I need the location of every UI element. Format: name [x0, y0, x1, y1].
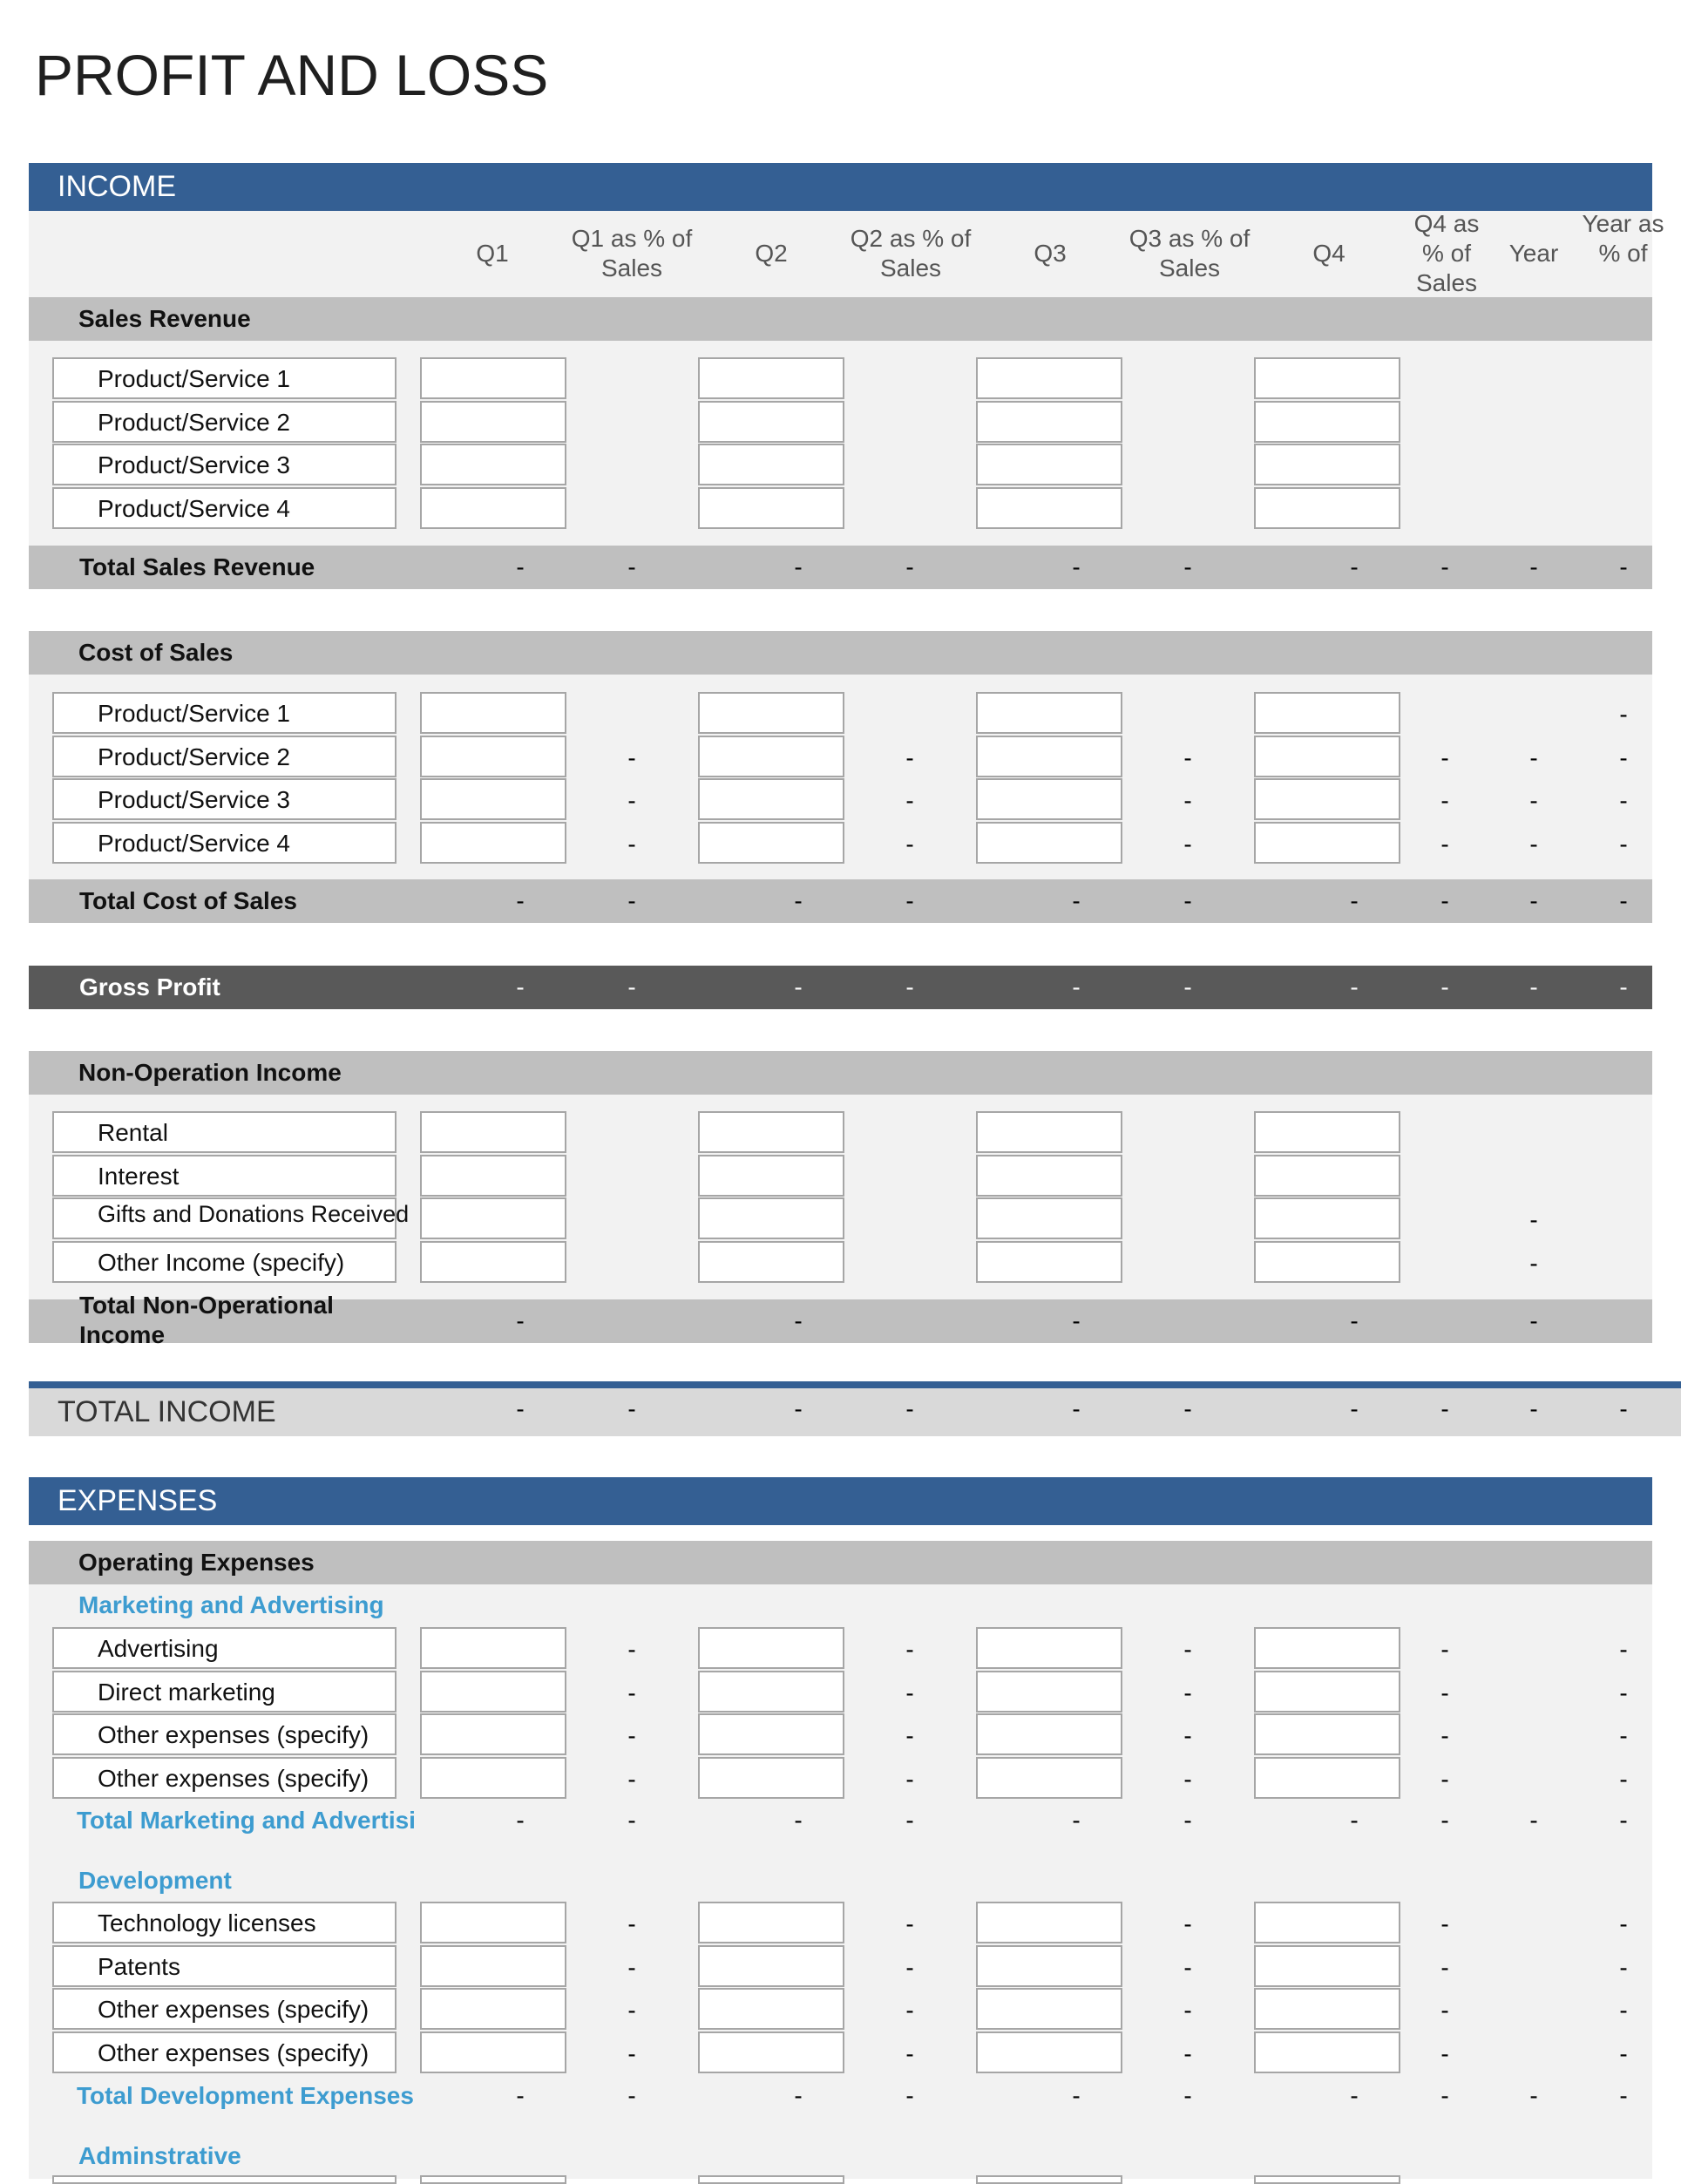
total-sales-dash-q4: -	[1350, 553, 1359, 580]
sales-label-4: Product/Service 4	[52, 487, 397, 529]
nonop-dash-y-row3: -	[1529, 1206, 1538, 1233]
total-income-dash-p1: -	[627, 1395, 636, 1422]
dev-dash-p3-row4: -	[1183, 2039, 1192, 2067]
sales-input-q2-row4[interactable]	[698, 487, 844, 529]
mkt-dash-p2-row1: -	[905, 1636, 914, 1663]
dev-dash-yp-row1: -	[1619, 1910, 1628, 1937]
mkt-input-q4-row2[interactable]	[1254, 1671, 1400, 1713]
cos-dash-p1-row3: -	[627, 787, 636, 814]
mkt-input-q2-row2[interactable]	[698, 1671, 844, 1713]
mkt-dash-yp-row4: -	[1619, 1765, 1628, 1793]
cos-dash-p3-row4: -	[1183, 830, 1192, 858]
sales-input-q4-row2[interactable]	[1254, 401, 1400, 443]
cos-input-q4-row3[interactable]	[1254, 778, 1400, 820]
dev-dash-p2-row3: -	[905, 1997, 914, 2024]
dev-input-q4-row4[interactable]	[1254, 2031, 1400, 2073]
total-development-dash-q3: -	[1072, 2082, 1081, 2109]
dev-input-q1-row1[interactable]	[420, 1902, 566, 1943]
total-marketing-dash-p2: -	[905, 1807, 914, 1834]
total-marketing-dash-p4: -	[1440, 1807, 1449, 1834]
cos-input-q3-row2[interactable]	[976, 736, 1122, 777]
mkt-input-q1-row1[interactable]	[420, 1627, 566, 1669]
cos-label-3: Product/Service 3	[52, 778, 397, 820]
total-income-dash-y: -	[1529, 1395, 1538, 1422]
total-cos-dash-p4: -	[1440, 887, 1449, 914]
mkt-input-q1-row2[interactable]	[420, 1671, 566, 1713]
cos-dash-p4-row3: -	[1440, 787, 1449, 814]
total-nonop-dash-q1: -	[516, 1307, 525, 1334]
total-nonop-dash-q4: -	[1350, 1307, 1359, 1334]
mkt-input-q1-row3[interactable]	[420, 1713, 566, 1755]
gross-profit-dash-p4: -	[1440, 973, 1449, 1000]
dev-input-q1-row2[interactable]	[420, 1945, 566, 1987]
cos-input-q2-row4[interactable]	[698, 822, 844, 864]
cos-dash-p3-row3: -	[1183, 787, 1192, 814]
cos-input-q3-row4[interactable]	[976, 822, 1122, 864]
sales-input-q2-row3[interactable]	[698, 444, 844, 485]
mkt-dash-p2-row3: -	[905, 1722, 914, 1749]
dev-input-q3-row3[interactable]	[976, 1988, 1122, 2030]
dev-input-q4-row2[interactable]	[1254, 1945, 1400, 1987]
total-cos-dash-q3: -	[1072, 887, 1081, 914]
cos-input-q1-row2[interactable]	[420, 736, 566, 777]
nonop-label-1: Rental	[52, 1111, 397, 1153]
mkt-dash-p4-row1: -	[1440, 1636, 1449, 1663]
total-cos-dash-p2: -	[905, 887, 914, 914]
operating-expenses-heading: Operating Expenses	[29, 1541, 1652, 1584]
dev-dash-p3-row2: -	[1183, 1953, 1192, 1981]
total-development-dash-p2: -	[905, 2082, 914, 2109]
col-q2: Q2	[755, 240, 788, 267]
cos-input-q1-row3[interactable]	[420, 778, 566, 820]
cos-input-q3-row3[interactable]	[976, 778, 1122, 820]
nonop-input-q2-row1[interactable]	[698, 1111, 844, 1153]
nonop-label-2: Interest	[52, 1155, 397, 1197]
total-sales-dash-q3: -	[1072, 553, 1081, 580]
sales-input-q1-row4[interactable]	[420, 487, 566, 529]
mkt-dash-p2-row4: -	[905, 1765, 914, 1793]
total-development-dash-q4: -	[1350, 2082, 1359, 2109]
mkt-dash-p1-row4: -	[627, 1765, 636, 1793]
sales-input-q3-row4[interactable]	[976, 487, 1122, 529]
cos-input-q4-row1[interactable]	[1254, 692, 1400, 734]
total-marketing-dash-q4: -	[1350, 1807, 1359, 1834]
mkt-dash-p3-row4: -	[1183, 1765, 1192, 1793]
total-marketing-label: Total Marketing and Advertisi	[77, 1807, 416, 1834]
mkt-input-q3-row3[interactable]	[976, 1713, 1122, 1755]
mkt-dash-p1-row1: -	[627, 1636, 636, 1663]
dev-dash-p1-row1: -	[627, 1910, 636, 1937]
sales-input-q1-row1[interactable]	[420, 357, 566, 399]
cos-dash-p2-row4: -	[905, 830, 914, 858]
dev-input-q3-row2[interactable]	[976, 1945, 1122, 1987]
nonop-input-q4-row3[interactable]	[1254, 1197, 1400, 1239]
total-non-operational-row	[29, 1292, 1652, 1348]
nonop-input-q1-row3[interactable]	[420, 1197, 566, 1239]
total-development-dash-q1: -	[516, 2082, 525, 2109]
nonop-input-q2-row2[interactable]	[698, 1155, 844, 1197]
cos-dash-p2-row2: -	[905, 743, 914, 771]
col-year: Year	[1508, 240, 1559, 267]
dev-label-2: Patents	[52, 1945, 397, 1987]
cos-dash-yp-row4: -	[1619, 830, 1628, 858]
sales-input-q1-row3[interactable]	[420, 444, 566, 485]
sales-input-q3-row1[interactable]	[976, 357, 1122, 399]
sales-input-q2-row2[interactable]	[698, 401, 844, 443]
total-development-dash-p1: -	[627, 2082, 636, 2109]
sales-revenue-heading: Sales Revenue	[29, 297, 1652, 341]
cos-dash-p1-row4: -	[627, 830, 636, 858]
expenses-band: EXPENSES	[29, 1477, 1652, 1525]
cos-dash-p1-row2: -	[627, 743, 636, 771]
cos-dash-p4-row2: -	[1440, 743, 1449, 771]
nonop-input-q1-row4[interactable]	[420, 1241, 566, 1283]
nonop-label-4: Other Income (specify)	[52, 1241, 397, 1283]
dev-input-q3-row4[interactable]	[976, 2031, 1122, 2073]
total-sales-revenue-row: Total Sales Revenue	[29, 546, 1652, 589]
nonop-input-q2-row4[interactable]	[698, 1241, 844, 1283]
total-cost-of-sales-row: Total Cost of Sales	[29, 879, 1652, 923]
dev-dash-p3-row1: -	[1183, 1910, 1192, 1937]
total-development-label: Total Development Expenses	[77, 2082, 414, 2109]
sales-input-q1-row2[interactable]	[420, 401, 566, 443]
mkt-dash-p1-row2: -	[627, 1679, 636, 1706]
total-marketing-dash-q2: -	[794, 1807, 803, 1834]
development-heading: Development	[78, 1867, 232, 1894]
mkt-dash-p3-row1: -	[1183, 1636, 1192, 1663]
cos-label-1: Product/Service 1	[52, 692, 397, 734]
dev-input-q1-row4[interactable]	[420, 2031, 566, 2073]
adm-input-q1[interactable]	[420, 2175, 566, 2184]
dev-dash-yp-row3: -	[1619, 1997, 1628, 2024]
dev-input-q2-row4[interactable]	[698, 2031, 844, 2073]
mkt-dash-yp-row1: -	[1619, 1636, 1628, 1663]
cos-input-q2-row3[interactable]	[698, 778, 844, 820]
dev-dash-yp-row2: -	[1619, 1953, 1628, 1981]
cos-dash-y-row4: -	[1529, 830, 1538, 858]
cos-dash-yp-row2: -	[1619, 743, 1628, 771]
total-cos-dash-q2: -	[794, 887, 803, 914]
gross-profit-dash-q2: -	[794, 973, 803, 1000]
gross-profit-dash-q4: -	[1350, 973, 1359, 1000]
dev-input-q4-row1[interactable]	[1254, 1902, 1400, 1943]
total-development-dash-yp: -	[1619, 2082, 1628, 2109]
dev-dash-p1-row3: -	[627, 1997, 636, 2024]
dev-dash-p4-row4: -	[1440, 2039, 1449, 2067]
cos-input-q2-row1[interactable]	[698, 692, 844, 734]
mkt-input-q4-row1[interactable]	[1254, 1627, 1400, 1669]
total-nonop-dash-y: -	[1529, 1307, 1538, 1334]
nonop-label-3: Gifts and Donations Received	[52, 1197, 397, 1239]
cos-input-q2-row2[interactable]	[698, 736, 844, 777]
mkt-label-2: Direct marketing	[52, 1671, 397, 1713]
total-development-dash-y: -	[1529, 2082, 1538, 2109]
gross-profit-dash-p2: -	[905, 973, 914, 1000]
total-development-dash-q2: -	[794, 2082, 803, 2109]
adm-input-q4[interactable]	[1254, 2175, 1400, 2184]
total-cos-dash-q1: -	[516, 887, 525, 914]
total-sales-dash-y: -	[1529, 553, 1538, 580]
mkt-input-q3-row2[interactable]	[976, 1671, 1122, 1713]
total-cos-dash-y: -	[1529, 887, 1538, 914]
total-sales-dash-p3: -	[1183, 553, 1192, 580]
sales-input-q3-row3[interactable]	[976, 444, 1122, 485]
mkt-input-q2-row4[interactable]	[698, 1757, 844, 1799]
adm-input-q2[interactable]	[698, 2175, 844, 2184]
mkt-dash-yp-row3: -	[1619, 1722, 1628, 1749]
cos-input-q1-row1[interactable]	[420, 692, 566, 734]
dev-dash-p4-row3: -	[1440, 1997, 1449, 2024]
col-q2-pct: Q2 as % of Sales	[850, 225, 972, 281]
dev-input-q4-row3[interactable]	[1254, 1988, 1400, 2030]
total-income-dash-p2: -	[905, 1395, 914, 1422]
total-marketing-dash-p3: -	[1183, 1807, 1192, 1834]
cos-dash-y-row3: -	[1529, 787, 1538, 814]
dev-dash-p2-row2: -	[905, 1953, 914, 1981]
gross-profit-dash-q1: -	[516, 973, 525, 1000]
mkt-input-q1-row4[interactable]	[420, 1757, 566, 1799]
cos-input-q4-row4[interactable]	[1254, 822, 1400, 864]
total-marketing-dash-p1: -	[627, 1807, 636, 1834]
total-cos-dash-p1: -	[627, 887, 636, 914]
mkt-dash-p4-row3: -	[1440, 1722, 1449, 1749]
sales-input-q4-row4[interactable]	[1254, 487, 1400, 529]
mkt-input-q4-row3[interactable]	[1254, 1713, 1400, 1755]
dev-dash-yp-row4: -	[1619, 2039, 1628, 2067]
cos-dash-yp-row3: -	[1619, 787, 1628, 814]
administrative-heading: Adminstrative	[78, 2142, 241, 2169]
cos-input-q4-row2[interactable]	[1254, 736, 1400, 777]
dev-dash-p2-row4: -	[905, 2039, 914, 2067]
dev-label-1: Technology licenses	[52, 1902, 397, 1943]
nonop-input-q3-row1[interactable]	[976, 1111, 1122, 1153]
sales-label-1: Product/Service 1	[52, 357, 397, 399]
mkt-input-q3-row1[interactable]	[976, 1627, 1122, 1669]
mkt-input-q2-row1[interactable]	[698, 1627, 844, 1669]
adm-label-1	[52, 2175, 397, 2184]
sales-input-q2-row1[interactable]	[698, 357, 844, 399]
mkt-label-3: Other expenses (specify)	[52, 1713, 397, 1755]
sales-input-q3-row2[interactable]	[976, 401, 1122, 443]
gross-profit-dash-p1: -	[627, 973, 636, 1000]
income-band: INCOME	[29, 163, 1652, 211]
mkt-label-4: Other expenses (specify)	[52, 1757, 397, 1799]
total-sales-dash-p1: -	[627, 553, 636, 580]
total-income-dash-q2: -	[794, 1395, 803, 1422]
col-q3: Q3	[1034, 240, 1067, 267]
cos-label-4: Product/Service 4	[52, 822, 397, 864]
dev-dash-p4-row1: -	[1440, 1910, 1449, 1937]
dev-input-q3-row1[interactable]	[976, 1902, 1122, 1943]
nonop-input-q3-row4[interactable]	[976, 1241, 1122, 1283]
cos-dash-p2-row3: -	[905, 787, 914, 814]
nonop-dash-y-row4: -	[1529, 1249, 1538, 1277]
dev-input-q2-row2[interactable]	[698, 1945, 844, 1987]
dev-dash-p2-row1: -	[905, 1910, 914, 1937]
nonop-input-q1-row1[interactable]	[420, 1111, 566, 1153]
total-income-dash-q1: -	[516, 1395, 525, 1422]
cos-input-q3-row1[interactable]	[976, 692, 1122, 734]
total-income-dash-p3: -	[1183, 1395, 1192, 1422]
nonop-input-q3-row3[interactable]	[976, 1197, 1122, 1239]
total-cos-dash-p3: -	[1183, 887, 1192, 914]
cos-dash-y-row2: -	[1529, 743, 1538, 771]
total-nonop-dash-q2: -	[794, 1307, 803, 1334]
col-q1-pct: Q1 as % of Sales	[571, 225, 693, 281]
gross-profit-dash-q3: -	[1072, 973, 1081, 1000]
cos-label-2: Product/Service 2	[52, 736, 397, 777]
total-sales-dash-q1: -	[516, 553, 525, 580]
mkt-input-q2-row3[interactable]	[698, 1713, 844, 1755]
total-marketing-dash-yp: -	[1619, 1807, 1628, 1834]
total-income-row: TOTAL INCOME	[29, 1381, 1681, 1436]
dev-dash-p1-row2: -	[627, 1953, 636, 1981]
dev-dash-p4-row2: -	[1440, 1953, 1449, 1981]
total-development-dash-p3: -	[1183, 2082, 1192, 2109]
gross-profit-dash-p3: -	[1183, 973, 1192, 1000]
total-development-dash-p4: -	[1440, 2082, 1449, 2109]
total-nonop-dash-q3: -	[1072, 1307, 1081, 1334]
col-q4-pct: Q4 as % of Sales	[1413, 210, 1480, 296]
total-sales-dash-yp: -	[1619, 553, 1628, 580]
dev-input-q2-row1[interactable]	[698, 1902, 844, 1943]
adm-input-q3[interactable]	[976, 2175, 1122, 2184]
mkt-dash-p3-row3: -	[1183, 1722, 1192, 1749]
dev-dash-p3-row3: -	[1183, 1997, 1192, 2024]
sales-input-q4-row3[interactable]	[1254, 444, 1400, 485]
sales-input-q4-row1[interactable]	[1254, 357, 1400, 399]
dev-dash-p1-row4: -	[627, 2039, 636, 2067]
cos-dash-yp-row1: -	[1619, 701, 1628, 728]
nonop-input-q4-row2[interactable]	[1254, 1155, 1400, 1197]
mkt-dash-p4-row4: -	[1440, 1765, 1449, 1793]
gross-profit-dash-y: -	[1529, 973, 1538, 1000]
dev-input-q2-row3[interactable]	[698, 1988, 844, 2030]
total-income-dash-p4: -	[1440, 1395, 1449, 1422]
total-cos-dash-yp: -	[1619, 887, 1628, 914]
page-title: PROFIT AND LOSS	[35, 43, 549, 107]
cos-input-q1-row4[interactable]	[420, 822, 566, 864]
cos-dash-p4-row4: -	[1440, 830, 1449, 858]
nonop-input-q2-row3[interactable]	[698, 1197, 844, 1239]
col-q3-pct: Q3 as % of Sales	[1129, 225, 1251, 281]
mkt-input-q3-row4[interactable]	[976, 1757, 1122, 1799]
total-sales-dash-p4: -	[1440, 553, 1449, 580]
total-cos-dash-q4: -	[1350, 887, 1359, 914]
total-sales-dash-p2: -	[905, 553, 914, 580]
nonop-input-q4-row1[interactable]	[1254, 1111, 1400, 1153]
mkt-dash-p2-row2: -	[905, 1679, 914, 1706]
cos-dash-p3-row2: -	[1183, 743, 1192, 771]
non-operation-heading: Non-Operation Income	[29, 1051, 1652, 1095]
sales-label-2: Product/Service 2	[52, 401, 397, 443]
total-sales-dash-q2: -	[794, 553, 803, 580]
mkt-label-1: Advertising	[52, 1627, 397, 1669]
mkt-input-q4-row4[interactable]	[1254, 1757, 1400, 1799]
nonop-input-q3-row2[interactable]	[976, 1155, 1122, 1197]
total-marketing-dash-q1: -	[516, 1807, 525, 1834]
sales-label-3: Product/Service 3	[52, 444, 397, 485]
mkt-dash-p3-row2: -	[1183, 1679, 1192, 1706]
total-non-operational-label: Total Non-Operational Income	[79, 1292, 334, 1348]
col-q4: Q4	[1312, 240, 1345, 267]
dev-label-4: Other expenses (specify)	[52, 2031, 397, 2073]
total-income-dash-q3: -	[1072, 1395, 1081, 1422]
col-q1: Q1	[476, 240, 509, 267]
col-year-pct: Year as % of	[1582, 210, 1664, 267]
dev-label-3: Other expenses (specify)	[52, 1988, 397, 2030]
total-income-dash-yp: -	[1619, 1395, 1628, 1422]
dev-input-q1-row3[interactable]	[420, 1988, 566, 2030]
cost-of-sales-heading: Cost of Sales	[29, 631, 1652, 675]
total-marketing-dash-y: -	[1529, 1807, 1538, 1834]
mkt-dash-p1-row3: -	[627, 1722, 636, 1749]
total-marketing-dash-q3: -	[1072, 1807, 1081, 1834]
gross-profit-dash-yp: -	[1619, 973, 1628, 1000]
mkt-dash-yp-row2: -	[1619, 1679, 1628, 1706]
mkt-dash-p4-row2: -	[1440, 1679, 1449, 1706]
gross-profit-row: Gross Profit	[29, 966, 1652, 1009]
total-income-dash-q4: -	[1350, 1395, 1359, 1422]
nonop-input-q4-row4[interactable]	[1254, 1241, 1400, 1283]
nonop-input-q1-row2[interactable]	[420, 1155, 566, 1197]
marketing-heading: Marketing and Advertising	[78, 1591, 384, 1618]
